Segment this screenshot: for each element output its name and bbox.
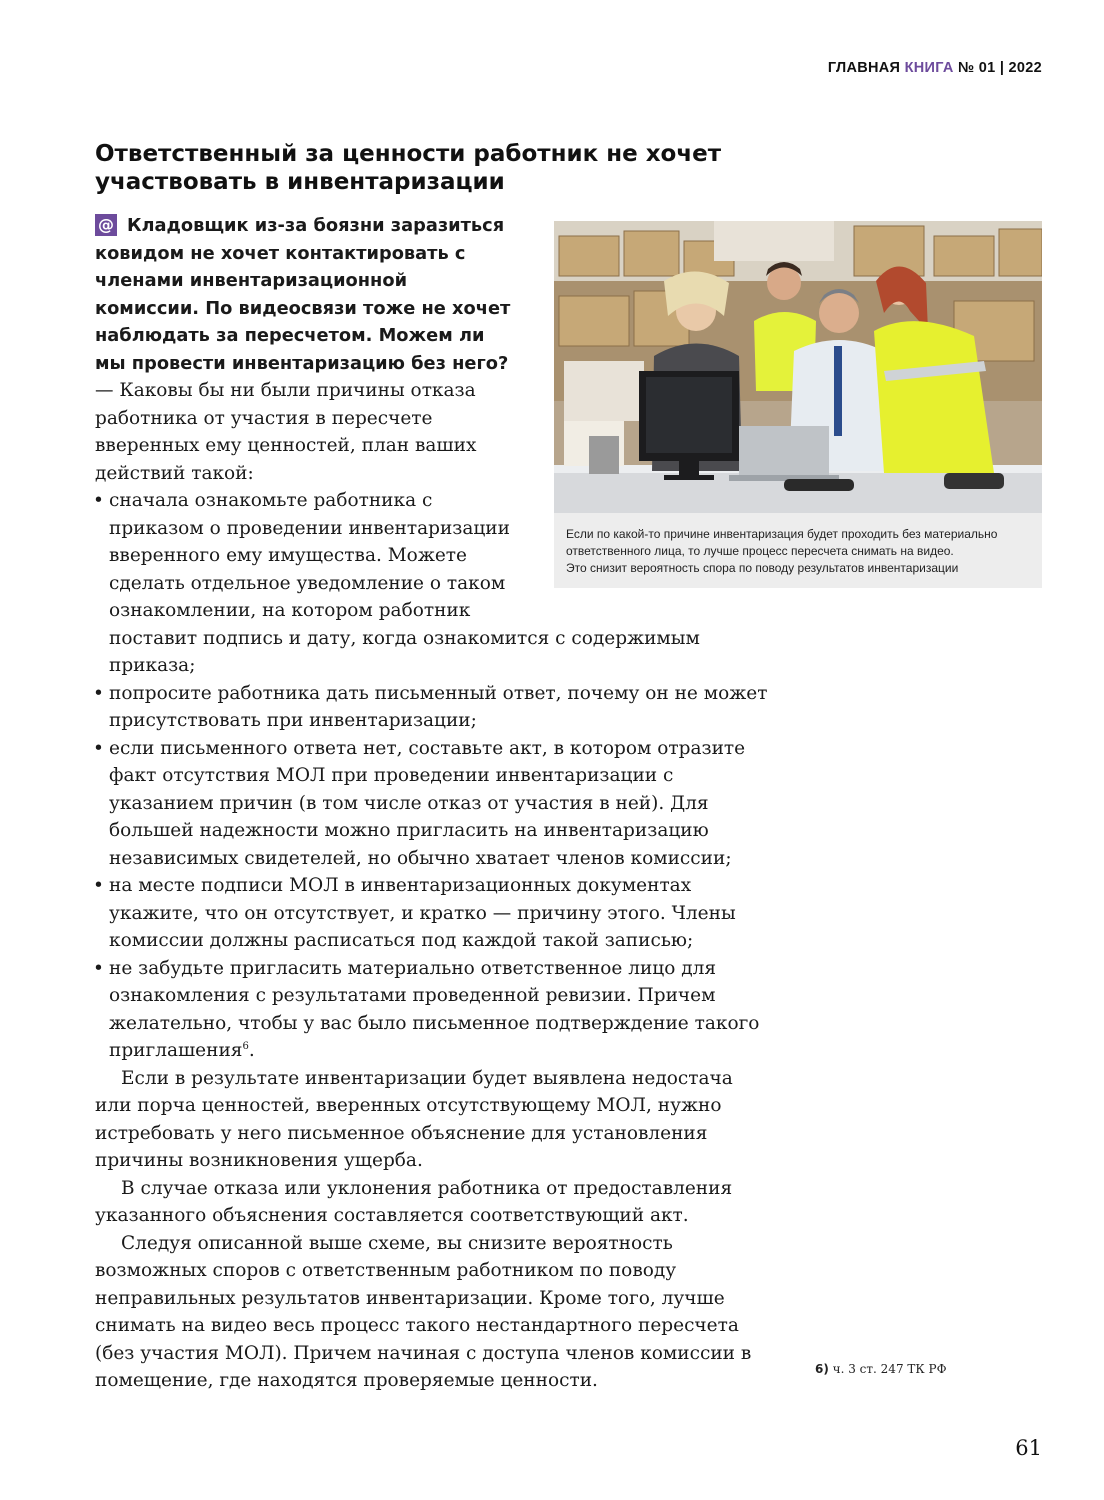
footnote-number: 6) [815,1362,829,1376]
action-list [95,487,775,1065]
list-item: • на месте подписи МОЛ в инвентаризационных документах укажите, что он отсутствует, и кратко — причину этого. Члены комиссии должны расписаться под каждой такой записью; [95,872,775,955]
paragraph: В случае отказа или уклонения работника от предоставления указанного объяснения составляется соответствующий акт. [95,1177,733,1226]
magazine-name-part2: КНИГА [904,60,954,76]
list-item: • попросите работника дать письменный ответ, почему он не может присутствовать при инвентаризации; [95,680,775,735]
footnote-text: ч. 3 ст. 247 ТК РФ [832,1362,947,1376]
page-number: 61 [1015,1436,1042,1460]
caption-line: ответственного лица, то лучше процесс пересчета снимать на видео. [566,544,954,558]
magazine-name-part1: ГЛАВНАЯ [827,60,901,76]
list-item [95,955,775,1065]
issue-number: № 01 | 2022 [958,60,1042,76]
paragraph: Следуя описанной выше схеме, вы снизите вероятность возможных споров с ответственным работником по поводу неправильных результатов инвентаризации. Кроме того, лучше снимать на видео весь процесс такого нестандартного пересчета (без участия МОЛ). Причем начиная с доступа членов комиссии в помещение, где находятся проверяемые ценности. [95,1232,752,1391]
article-body [95,212,775,1395]
footnote [815,1362,947,1376]
footnote-mark: 6 [242,1040,249,1052]
article-title: Ответственный за ценности работник не хочет участвовать в инвентаризации [95,141,722,195]
list-item: • если письменного ответа нет, составьте акт, в котором отразите факт отсутствия МОЛ при проведении инвентаризации с указанием причин (в том числе отказ от участия в ней). Для большей надежности можно пригласить на инвентаризацию независимых свидетелей, но обычно хватает членов комиссии; [95,735,775,873]
list-item: • сначала ознакомьте работника с приказом о проведении инвентаризации вверенного ему имущества. Можете сделать отдельное уведомление о таком ознакомлении, на котором работник поставит подпись и дату, когда ознакомится с содержимым приказа; [95,487,775,680]
paragraph: Если в результате инвентаризации будет выявлена недостача или порча ценностей, вверенных отсутствующему МОЛ, нужно истребовать у него письменное объяснение для установления причины возникновения ущерба. [95,1067,733,1171]
caption-line: Это снизит вероятность спора по поводу результатов инвентаризации [566,561,959,575]
list-item-end: . [248,1040,255,1061]
answer-intro: — Каковы бы ни были причины отказа работника от участия в пересчете вверенных ему ценностей, план ваших действий такой: [95,380,477,484]
question-text: Кладовщик из-за боязни заразиться ковидом не хочет контактировать с членами инвентаризационной комиссии. По видеосвязи тоже не хочет наблюдать за пересчетом. Можем ли мы провести инвентаризацию без него? [95,215,511,374]
caption-line: Если по какой-то причине инвентаризация будет проходить без материально [566,527,998,541]
list-item-text: не забудьте пригласить материально ответственное лицо для ознакомления с результатами проведенной ревизии. Причем желательно, чтобы у вас было письменное подтверждение такого приглашения [109,957,760,1061]
page-header [828,60,1042,76]
at-sign-icon: @ [95,214,117,236]
